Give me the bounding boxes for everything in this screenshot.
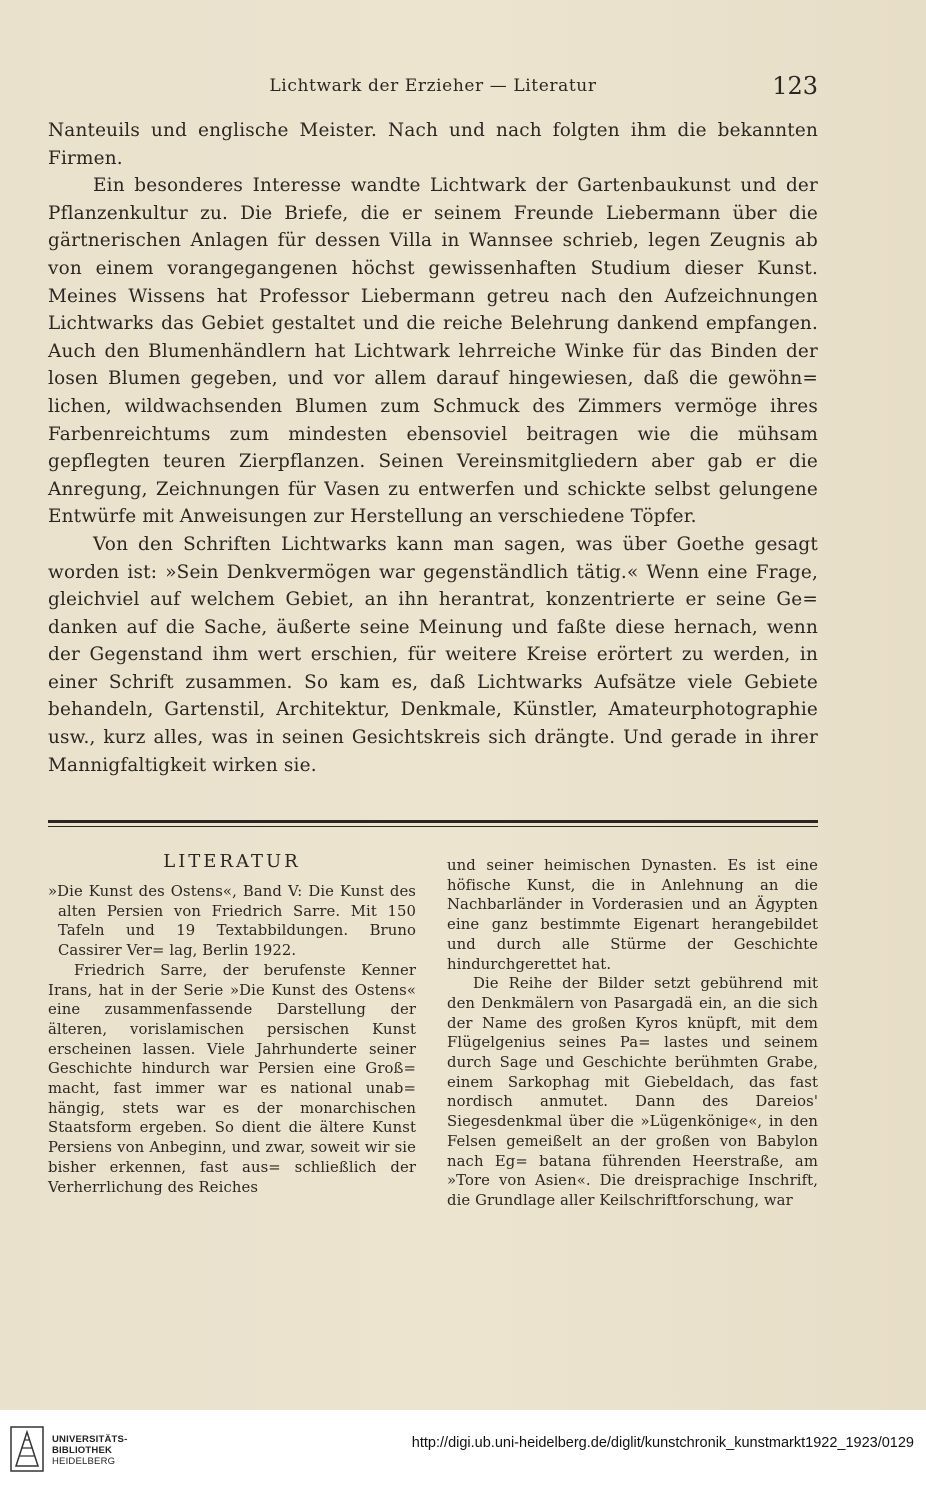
paragraph-gartenbaukunst: Ein besonderes Interesse wandte Lichtwark der Gartenbaukunst und der Pflanzenkultur zu. Die Briefe, die er seinem Freunde Liebermann über die gärtnerischen Anlagen für dessen Villa in Wannsee schrieb, legen Zeugnis ab von einem vorangegangenen höchst gewissenhaften Studium dieser Kunst. Meines Wissens hat Professor Liebermann getreu nach den Aufzeichnungen Lichtwarks das Gebiet gestaltet und die reiche Belehrung dankend empfangen. Auch den Blumenhändlern hat Lichtwark lehrreiche Winke für das Binden der losen Blumen gegeben, und vor allem darauf hingewiesen, daß die gewöhn= lichen, wildwachsenden Blumen zum Schmuck des Zimmers vermöge ihres Farbenreichtums zum mindesten ebensoviel beitragen wie die mühsam gepflegten teuren Zierpflanzen. Seinen Vereinsmitgliedern aber gab er die Anregung, Zeichnungen für Vasen zu entwerfen und schickte selbst gelungene Entwürfe mit Anweisungen zur Herstellung an verschiedene Töpfer. <box>48 175 818 528</box>
section-title: LITERATUR <box>163 851 301 872</box>
bibliographic-entry: »Die Kunst des Ostens«, Band V: Die Kunst des alten Persien von Friedrich Sarre. Mit 150 Tafeln und 19 Textabbildungen. Bruno Cassirer Ver= lag, Berlin 1922. <box>48 883 416 960</box>
review-paragraph: Friedrich Sarre, der berufenste Kenner Irans, hat in der Serie »Die Kunst des Ostens« eine zusammenfassende Darstellung der älteren, vorislamischen persischen Kunst erscheinen lassen. Viele Jahrhunderte seiner Geschichte hindurch war Persien eine Groß= macht, fast immer war es national unab= hängig, stets war es der monarchischen Staatsform ergeben. So dient die ältere Kunst Persiens von Anbeginn, und zwar, soweit wir sie bisher erkennen, fast aus= schließlich der Verherrlichung des Reiches <box>48 961 416 1196</box>
permalink-url[interactable]: http://digi.ub.uni-heidelberg.de/diglit/kunstchronik_kunstmarkt1922_1923/0129 <box>411 1435 914 1451</box>
running-head: Lichtwark der Erzieher — Literatur <box>269 76 597 96</box>
literatur-left-column <box>48 850 416 1197</box>
paragraph-schriften: Von den Schriften Lichtwarks kann man sagen, was über Goethe gesagt worden ist: »Sein Denkvermögen war gegenständlich tätig.« Wenn eine Frage, gleichviel auf welchem Gebiet, an ihn herantrat, konzentrierte er seine Ge= danken auf die Sache, äußerte seine Meinung und faßte diese hernach, wenn der Gegenstand ihm wert erschien, für weitere Kreise erörtert zu werden, in einer Schrift zusammen. So kam es, daß Lichtwarks Aufsätze viele Gebiete behandeln, Gartenstil, Architektur, Denkmale, Künstler, Amateurphotographie usw., kurz alles, was in seinen Gesichtskreis sich drängte. Und gerade in ihrer Mannigfaltigkeit wirken sie. <box>48 533 818 776</box>
literatur-right-column <box>447 856 818 1211</box>
footer-bar <box>0 1410 926 1485</box>
main-text <box>48 117 818 779</box>
review-paragraph: Die Reihe der Bilder setzt gebührend mit den Denkmälern von Pasargadä ein, an die sich der Name des großen Kyros knüpft, mit dem Flügelgenius seines Pa= lastes und seinem durch Sage und Geschichte berühmten Grabe, einem Sarkophag mit Giebeldach, das fast nordisch anmutet. Dann des Dareios' Siegesdenkmal über die »Lügenkönige«, in den Felsen gemeißelt an der großen von Babylon nach Eg= batana führenden Heerstraße, am »Tore von Asien«. Die dreisprachige Inschrift, die Grundlage aller Keilschriftforschung, war <box>447 975 818 1209</box>
double-rule-divider <box>48 820 818 829</box>
library-name: UNIVERSITÄTS- BIBLIOTHEK HEIDELBERG <box>52 1434 128 1467</box>
page-header <box>48 72 818 108</box>
page-number: 123 <box>772 72 818 100</box>
review-paragraph-continued: und seiner heimischen Dynasten. Es ist eine höfische Kunst, die in Anlehnung an die Nachbarländer in Vorderasien und an Ägypten eine ganz bestimmte Eigenart herangebildet und durch alle Stürme der Geschichte hindurchgerettet hat. <box>447 857 818 973</box>
paragraph-continuation: Nanteuils und englische Meister. Nach und nach folgten ihm die bekannten Firmen. <box>48 120 818 169</box>
university-seal-icon <box>10 1426 44 1472</box>
